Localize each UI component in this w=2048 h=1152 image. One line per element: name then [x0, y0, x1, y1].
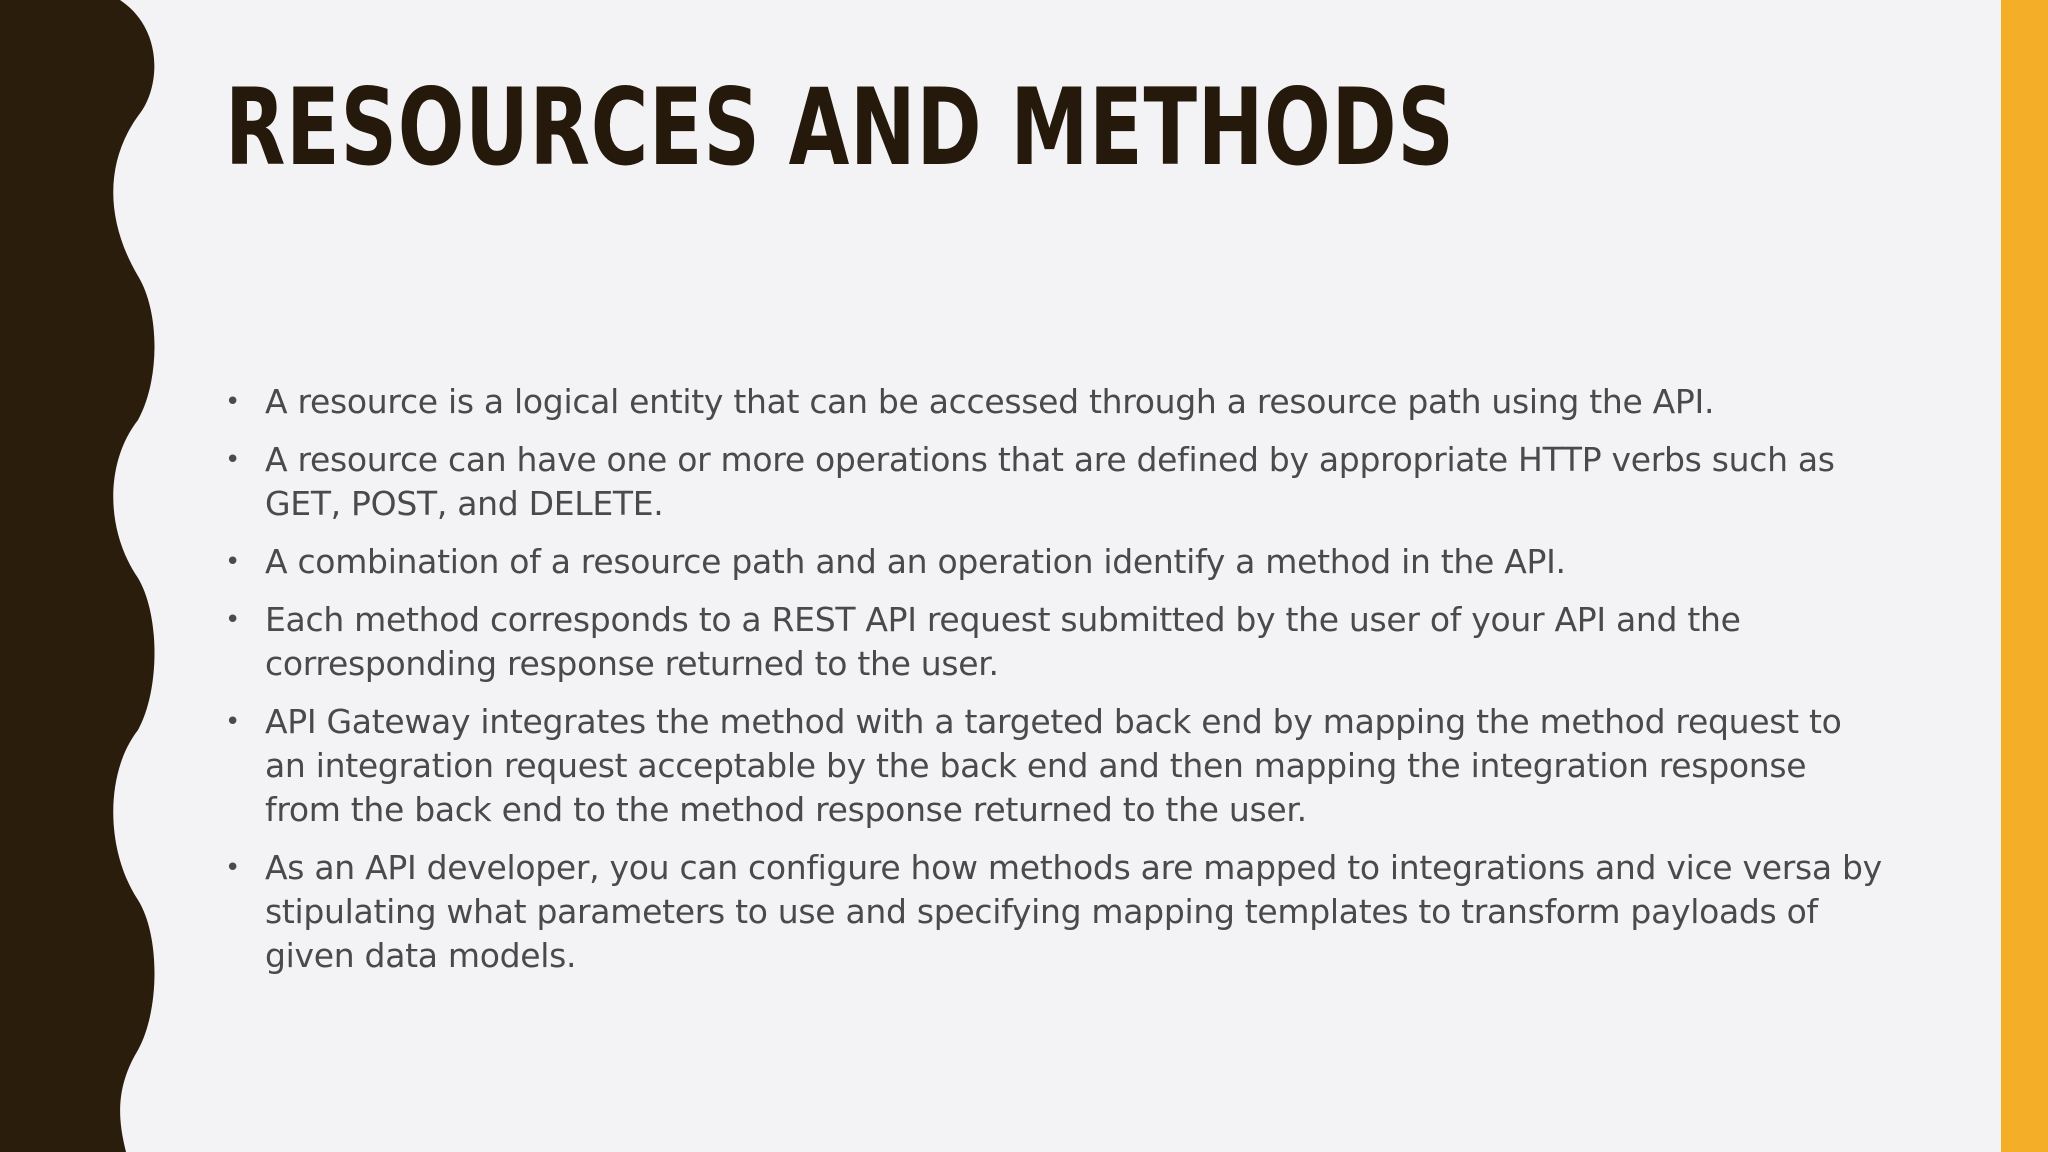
slide-title: RESOURCES AND METHODS — [225, 66, 1455, 189]
bullet-icon: • — [225, 445, 241, 475]
bullet-text: A resource is a logical entity that can be accessed through a resource path using the API. — [265, 382, 1715, 421]
bullet-item — [225, 540, 1885, 584]
bullet-text: API Gateway integrates the method with a targeted back end by mapping the method request to an integration request acceptable by the back end and then mapping the integration response from the back end to the method response returned to the user. — [265, 702, 1842, 829]
bullet-icon: • — [225, 547, 241, 577]
bullet-text: As an API developer, you can configure how methods are mapped to integrations and vice versa by stipulating what parameters to use and specifying mapping templates to transform payloads of given data models. — [265, 848, 1882, 975]
right-accent-bar — [2001, 0, 2048, 1152]
wavy-left-border-decoration — [0, 0, 160, 1152]
bullet-item — [225, 380, 1885, 424]
bullet-icon: • — [225, 853, 241, 883]
bullet-text: Each method corresponds to a REST API request submitted by the user of your API and the corresponding response returned to the user. — [265, 600, 1741, 683]
bullet-list — [225, 380, 1885, 992]
bullet-icon: • — [225, 707, 241, 737]
bullet-item — [225, 846, 1885, 978]
bullet-text: A resource can have one or more operations that are defined by appropriate HTTP verbs such as GET, POST, and DELETE. — [265, 440, 1835, 523]
bullet-icon: • — [225, 387, 241, 417]
bullet-item — [225, 438, 1885, 526]
bullet-item — [225, 598, 1885, 686]
bullet-item — [225, 700, 1885, 832]
bullet-text: A combination of a resource path and an operation identify a method in the API. — [265, 542, 1566, 581]
bullet-icon: • — [225, 605, 241, 635]
